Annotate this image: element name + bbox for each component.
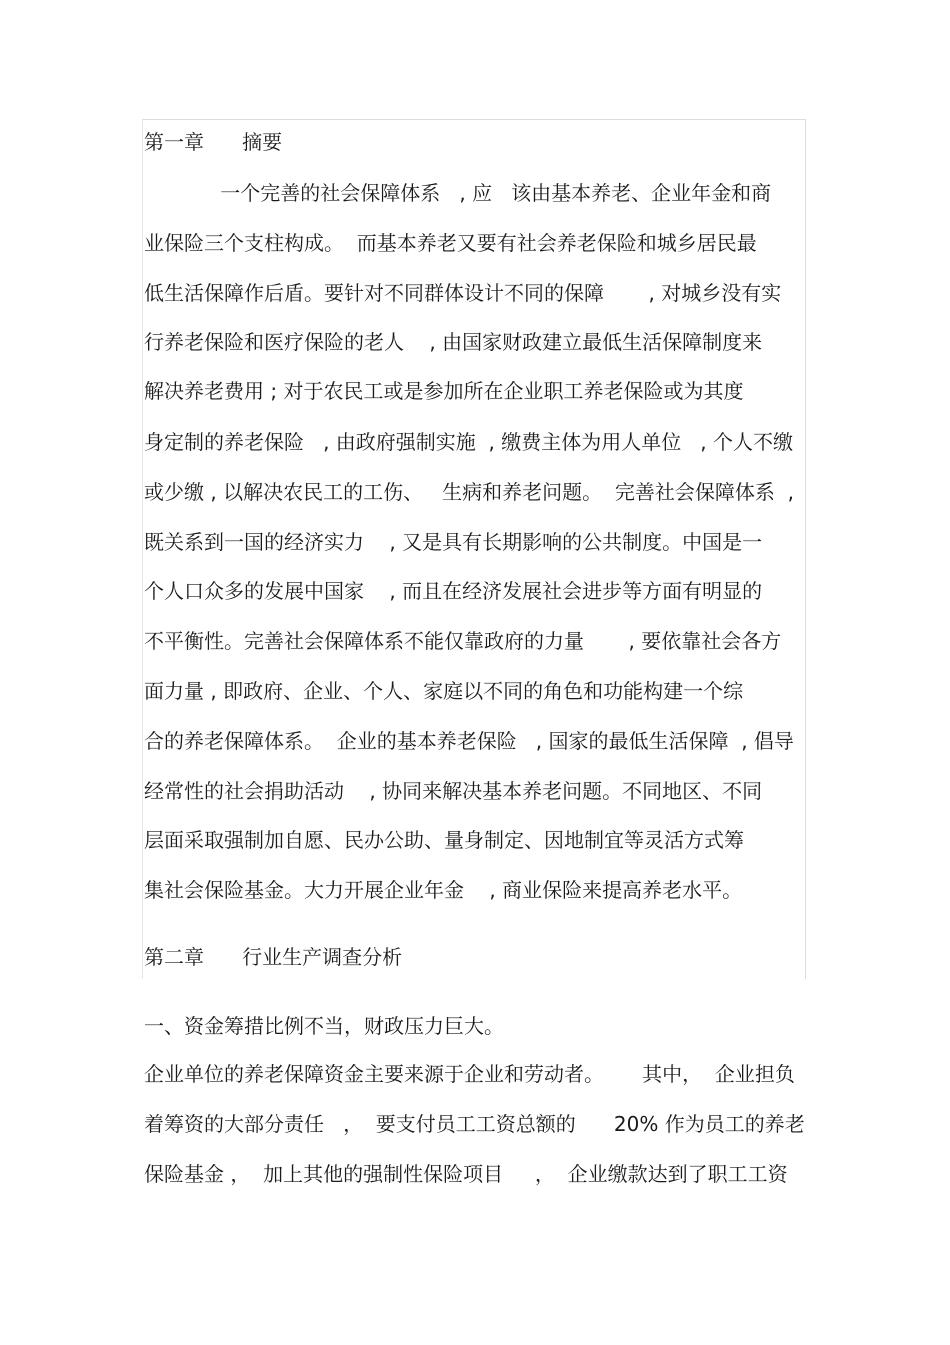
chapter2-line: 着筹资的大部分责任 ， 要支付员工工资总额的 20% 作为员工的养老 xyxy=(144,1112,805,1136)
chapter1-line: 经常性的社会捐助活动 , 协同来解决基本养老问题。不同地区、不同 xyxy=(144,779,763,803)
chapter1-line: 业保险三个支柱构成。 而基本养老又要有社会养老保险和城乡居民最 xyxy=(144,231,757,255)
chapter1-line: 面力量 , 即政府、企业、个人、家庭以不同的角色和功能构建一个综 xyxy=(144,679,744,703)
chapter1-line: 不平衡性。完善社会保障体系不能仅靠政府的力量 , 要依靠社会各方 xyxy=(144,629,782,653)
chapter1-line: 低生活保障作后盾。要针对不同群体设计不同的保障 , 对城乡没有实 xyxy=(144,281,782,305)
chapter2-title: 第二章 行业生产调查分析 xyxy=(144,945,403,969)
chapter1-line: 解决养老费用 ; 对于农民工或是参加所在企业职工养老保险或为其度 xyxy=(144,379,744,403)
chapter1-line: 层面采取强制加自愿、民办公助、量身制定、因地制宜等灵活方式筹 xyxy=(144,828,744,852)
chapter1-title: 第一章 摘要 xyxy=(144,130,283,154)
chapter1-line: 或少缴 , 以解决农民工的工伤、 生病和养老问题。 完善社会保障体系 , xyxy=(144,480,794,504)
section1-title: 一、资金筹措比例不当，财政压力巨大。 xyxy=(144,1014,504,1038)
chapter1-line: 个人口众多的发展中国家 , 而且在经济发展社会进步等方面有明显的 xyxy=(144,579,763,603)
chapter2-line: 保险基金 ， 加上其他的强制性保险项目 ， 企业缴款达到了职工工资 xyxy=(144,1162,788,1186)
chapter1-line: 身定制的养老保险 , 由政府强制实施 , 缴费主体为用人单位 , 个人不缴 xyxy=(144,430,794,454)
chapter2-line: 企业单位的养老保障资金主要来源于企业和劳动者。 其中， 企业担负 xyxy=(144,1062,795,1086)
chapter1-line: 行养老保险和医疗保险的老人 , 由国家财政建立最低生活保障制度来 xyxy=(144,330,763,354)
chapter1-line: 集社会保险基金。大力开展企业年金 , 商业保险来提高养老水平。 xyxy=(144,878,743,902)
chapter1-line: 一个完善的社会保障体系 , 应 该由基本养老、企业年金和商 xyxy=(144,181,772,205)
chapter1-line: 既关系到一国的经济实力 , 又是具有长期影响的公共制度。中国是一 xyxy=(144,530,763,554)
chapter1-line: 合的养老保障体系。 企业的基本养老保险 , 国家的最低生活保障 , 倡导 xyxy=(144,729,794,753)
